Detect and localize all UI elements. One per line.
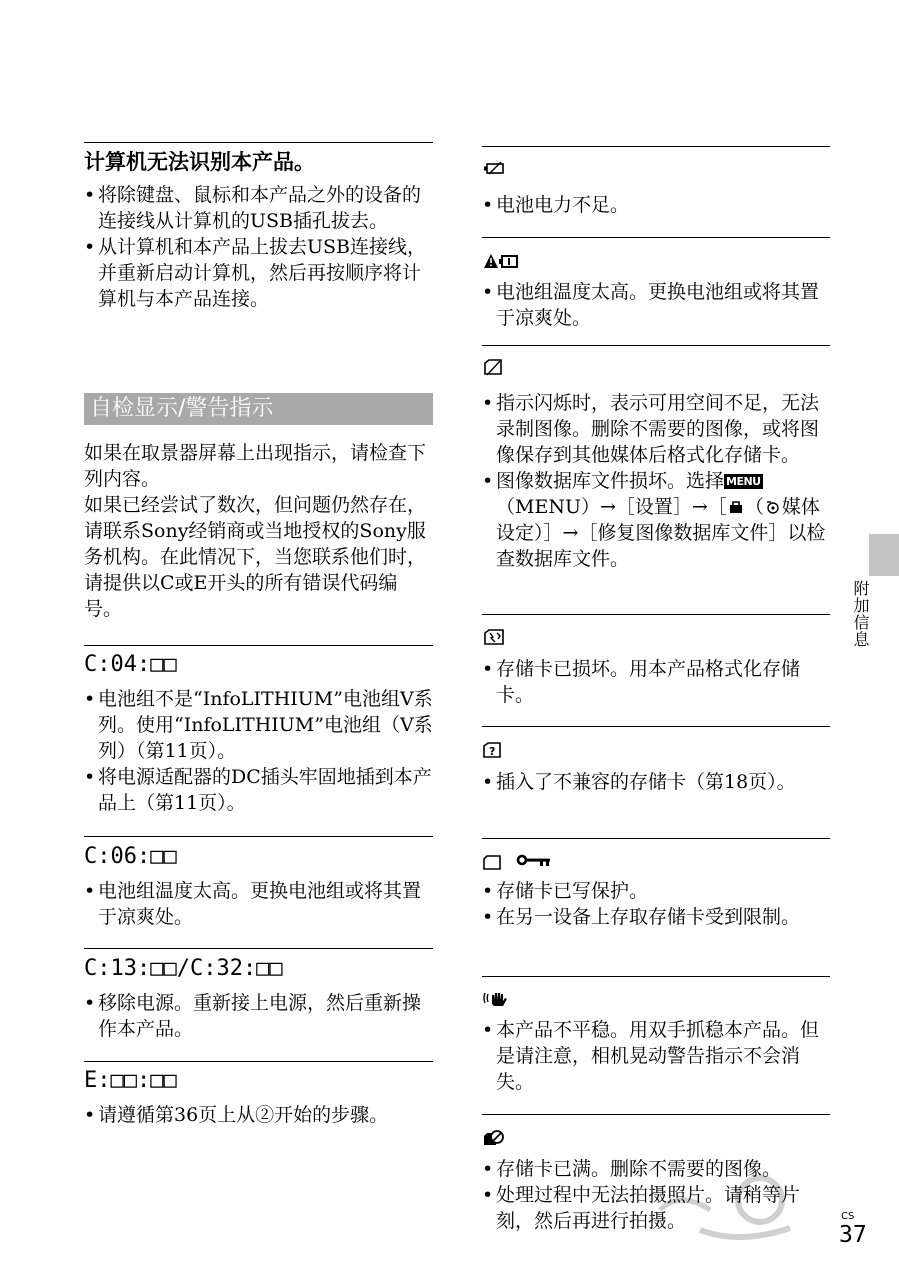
list-item: • 存储卡已满。删除不需要的图像。 xyxy=(482,1156,830,1182)
section-divider xyxy=(482,345,830,346)
menu-button-icon: MENU xyxy=(726,475,761,488)
section-c13-c32 xyxy=(84,954,433,1042)
memory-card-space-icon xyxy=(482,358,830,380)
damaged-card-icon xyxy=(482,628,830,650)
section-c06 xyxy=(84,842,433,930)
item-text: （MENU）→［设置］→［ xyxy=(496,496,727,518)
section-divider xyxy=(482,726,830,727)
section-camera-shake xyxy=(482,989,830,1095)
error-code: C:13:□□/C:32:□□ xyxy=(84,956,283,981)
toolbox-icon xyxy=(727,496,745,518)
section-title: 计算机无法识别本产品。 xyxy=(84,150,315,174)
incompatible-card-icon xyxy=(482,741,830,763)
list-item: • 电池电力不足。 xyxy=(482,192,830,218)
list-item: • 电池组温度太高。更换电池组或将其置于凉爽处。 xyxy=(482,279,830,331)
write-protect-icon xyxy=(482,850,830,872)
section-divider xyxy=(482,838,830,839)
section-divider xyxy=(84,948,433,949)
section-divider xyxy=(84,1061,433,1062)
list-item: • 指示闪烁时，表示可用空间不足，无法录制图像。删除不需要的图像，或将图像保存到其他媒体后格式化存储卡。 xyxy=(482,390,830,468)
list-item: • 请遵循第36页上从②开始的步骤。 xyxy=(84,1102,433,1128)
section-divider xyxy=(84,645,433,646)
section-divider xyxy=(84,836,433,837)
list-item: • 电池组温度太高。更换电池组或将其置于凉爽处。 xyxy=(84,878,433,930)
error-code: C:06:□□ xyxy=(84,844,177,869)
list-item: • 电池组不是“InfoLITHIUM”电池组V系列。使用“InfoLITHIUM”电池组（V系列）（第11页）。 xyxy=(84,686,433,764)
item-text: 媒体设定）］→［修复图像数据库文件］以检查数据库文件。 xyxy=(496,496,826,570)
section-divider xyxy=(482,1114,830,1115)
section-divider xyxy=(482,146,830,147)
section-e-code xyxy=(84,1066,433,1128)
section-c04 xyxy=(84,650,433,816)
section-card-space xyxy=(482,358,830,572)
section-band-title: 自检显示/警告指示 xyxy=(84,393,433,425)
side-tab-marker xyxy=(869,534,899,576)
list-item: • 存储卡已损坏。用本产品格式化存储卡。 xyxy=(482,656,830,708)
section-pc-not-recognized xyxy=(84,148,433,312)
section-divider xyxy=(84,142,433,143)
section-divider xyxy=(482,614,830,615)
item-text: （ xyxy=(744,496,764,518)
battery-temperature-warning-icon xyxy=(482,251,830,273)
list-item: • 插入了不兼容的存储卡（第18页）。 xyxy=(482,769,830,795)
list-item: • 将电源适配器的DC插头牢固地插到本产品上（第11页）。 xyxy=(84,764,433,816)
item-text: 图像数据库文件损坏。选择 xyxy=(496,470,725,492)
intro-paragraph-1: 如果在取景器屏幕上出现指示，请检查下列内容。 xyxy=(84,442,427,490)
error-code: E:□□:□□ xyxy=(84,1068,177,1093)
low-battery-icon xyxy=(482,158,830,180)
list-item: • 在另一设备上存取存储卡受到限制。 xyxy=(482,904,830,930)
language-code: CS xyxy=(841,1211,855,1222)
list-item: • 将除键盘、鼠标和本产品之外的设备的连接线从计算机的USB插孔拔去。 xyxy=(84,182,433,234)
section-card-protected xyxy=(482,850,830,930)
list-item xyxy=(482,468,830,572)
section-divider xyxy=(482,237,830,238)
page-number: 37 xyxy=(839,1222,867,1248)
list-item: • 从计算机和本产品上拔去USB连接线，并重新启动计算机，然后再按顺序将计算机与本产品连接。 xyxy=(84,234,433,312)
error-code: C:04:□□ xyxy=(84,652,177,677)
section-battery-hot xyxy=(482,251,830,331)
media-settings-icon xyxy=(764,496,782,518)
section-divider xyxy=(482,976,830,977)
camera-shake-icon xyxy=(482,989,830,1011)
section-card-incompatible xyxy=(482,741,830,795)
list-item: • 移除电源。重新接上电源，然后重新操作本产品。 xyxy=(84,990,433,1042)
side-section-label: 附加信息 xyxy=(851,580,870,648)
intro-block xyxy=(84,440,433,622)
section-card-damaged xyxy=(482,628,830,708)
intro-paragraph-2: 如果已经尝试了数次，但问题仍然存在，请联系Sony经销商或当地授权的Sony服务机构。在此情况下，当您联系他们时，请提供以C或E开头的所有错误代码编号。 xyxy=(84,494,427,620)
svg-text:?: ? xyxy=(489,745,496,758)
watermark-icon xyxy=(640,1170,840,1250)
list-item: • 本产品不平稳。用双手抓稳本产品。但是请注意，相机晃动警告指示不会消失。 xyxy=(482,1017,830,1095)
card-full-icon xyxy=(482,1128,830,1150)
list-item: • 处理过程中无法拍摄照片。请稍等片刻，然后再进行拍摄。 xyxy=(482,1182,830,1234)
section-low-battery xyxy=(482,158,830,218)
list-item: • 存储卡已写保护。 xyxy=(482,878,830,904)
